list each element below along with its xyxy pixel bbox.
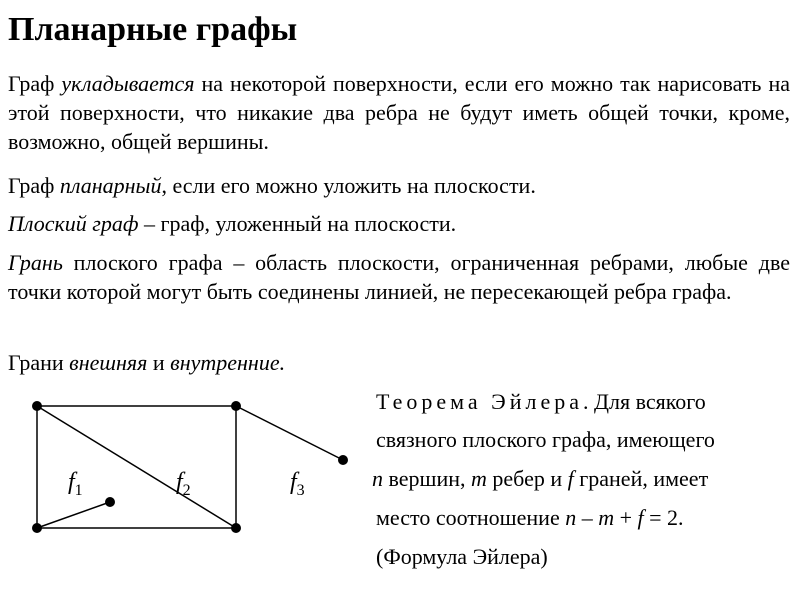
definition-planar [8,171,790,200]
euler-formula-line: место соотношение n – m + f = 2. [376,505,684,530]
graph-vertex [32,523,42,533]
word-and: и [152,350,165,375]
graph-edge [236,406,343,460]
term-plane-graph: Плоский граф [8,211,139,236]
var-f: f [637,505,644,530]
face-label-f3: $f_3$ [290,469,305,499]
graph-vertex [231,523,241,533]
term-outer: внешняя [69,350,148,375]
faces-kinds [8,348,790,377]
definition-face [8,248,790,306]
period: . [279,350,286,375]
definition-face-text: плоского графа – область плоскости, ограниченная ребрами, любые две точки которой могут быть соединены линией, не пересекающей ребра графа. [8,250,790,304]
term-embeds: укладывается [61,71,195,96]
word-faces: Грани [8,350,64,375]
euler-theorem-line-3: n вершин, m ребер и f граней, имеет [372,466,709,491]
euler-formula-caption: (Формула Эйлера) [376,544,548,569]
definition-embedding-text: на некоторой поверхности, если его можно так нарисовать на этой поверхности, что никакие два ребра не будут иметь общей точки, кроме, возможно, общей вершины. [8,71,790,154]
face-label-f2: $f_2$ [176,469,191,499]
term-planar: планарный [59,173,162,198]
var-m: m [471,466,487,491]
graph-vertex [231,401,241,411]
definition-planar-text: , если его можно уложить на плоскости. [161,173,536,198]
slide-title: Планарные графы [8,11,298,48]
var-f: f [567,466,574,491]
word-graph: Граф [8,71,55,96]
term-inner: внутренние [170,350,280,375]
term-face: Грань [8,250,63,275]
graph-vertex [338,455,348,465]
euler-theorem-line-2: связного плоского графа, имеющего [376,427,715,452]
var-m: m [598,505,615,530]
word-graph: Граф [8,173,55,198]
definition-plane-graph-text: – граф, уложенный на плоскости. [138,211,457,236]
euler-theorem-heading: Теорема Эйлера [376,389,583,414]
graph-edge [37,502,110,528]
euler-theorem-line-1-rest: . Для всякого [582,389,706,414]
graph-edge [37,406,236,528]
face-label-f1: $f_1$ [68,469,83,499]
var-n: n [372,466,383,491]
var-n: n [565,505,577,530]
definition-embedding [8,69,790,156]
graph-vertex [32,401,42,411]
graph-vertex [105,497,115,507]
definition-plane-graph [8,209,790,238]
euler-theorem-line-1 [376,387,706,417]
planar-graph-diagram [0,380,360,550]
